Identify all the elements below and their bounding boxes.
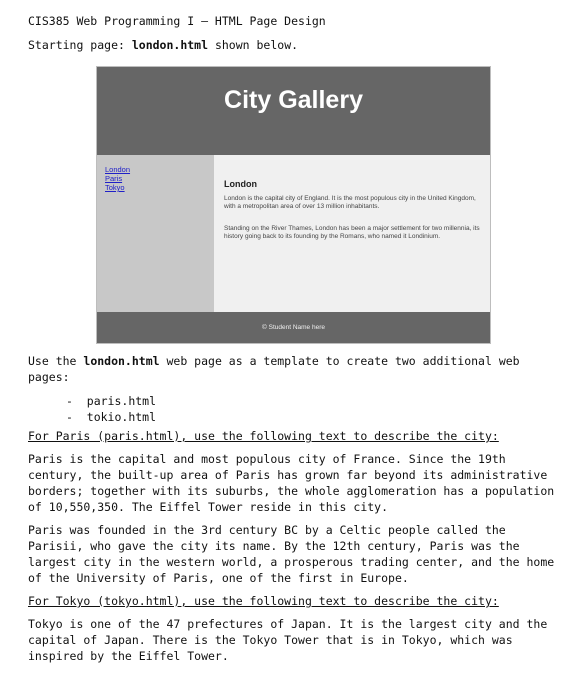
use-prefix: Use the (28, 354, 84, 368)
use-suffix: web page as a template to create two additional web pages: (28, 354, 520, 384)
starting-suffix: shown below. (208, 38, 299, 52)
use-file: london.html (83, 354, 160, 368)
screenshot-nav (97, 155, 214, 313)
nav-link-paris[interactable]: Paris (105, 174, 123, 183)
screenshot-main (214, 155, 490, 313)
course-title: CIS385 Web Programming I – HTML Page Design (28, 14, 326, 28)
screenshot-title: City Gallery (224, 86, 363, 114)
document-header (28, 13, 563, 53)
screenshot-header (97, 67, 490, 155)
file-list (28, 393, 568, 425)
paris-paragraph-1: Paris is the capital and most populous city of France. Since the 19th century, the built-up area of Paris has grown far beyond its administrative borders; together with its suburbs, the whole agglomeration has a population of 10,550,350. The Eiffel Tower reside in this city. (28, 452, 555, 514)
template-instruction (28, 353, 568, 385)
list-item: - paris.html (66, 393, 568, 409)
screenshot-paragraph-1: London is the capital city of England. It is the most populous city in the United Kingdom, with a metropolitan area of over 13 million inhabitants. (224, 195, 476, 210)
paris-paragraph-2: Paris was founded in the 3rd century BC by a Celtic people called the Parisii, who gave the city its name. By the 12th century, Paris was the largest city in the western world, a prosperous trading center, and the home of the University of Paris, one of the first in Europe. (28, 523, 555, 585)
starting-file: london.html (131, 38, 209, 52)
london-page-screenshot (96, 66, 491, 344)
tokyo-heading: For Tokyo (tokyo.html), use the following text to describe the city: (28, 594, 499, 608)
instructions (28, 353, 568, 664)
starting-page-line (28, 37, 563, 53)
tokyo-paragraph-1: Tokyo is one of the 47 prefectures of Japan. It is the largest city and the capital of Japan. There is the Tokyo Tower that is in Tokyo, which was inspired by the Eiffel Tower. (28, 617, 548, 663)
starting-prefix: Starting page: (28, 38, 132, 52)
nav-link-tokyo[interactable]: Tokyo (105, 183, 125, 192)
screenshot-footer: © Student Name here (97, 312, 490, 343)
screenshot-heading: London (224, 179, 257, 189)
list-item: - tokio.html (66, 409, 568, 425)
paris-heading: For Paris (paris.html), use the following text to describe the city: (28, 429, 499, 443)
screenshot-paragraph-2: Standing on the River Thames, London has been a major settlement for two millennia, its history going back to its founding by the Romans, who named it Londinium. (224, 225, 480, 240)
nav-link-london[interactable]: London (105, 165, 131, 174)
